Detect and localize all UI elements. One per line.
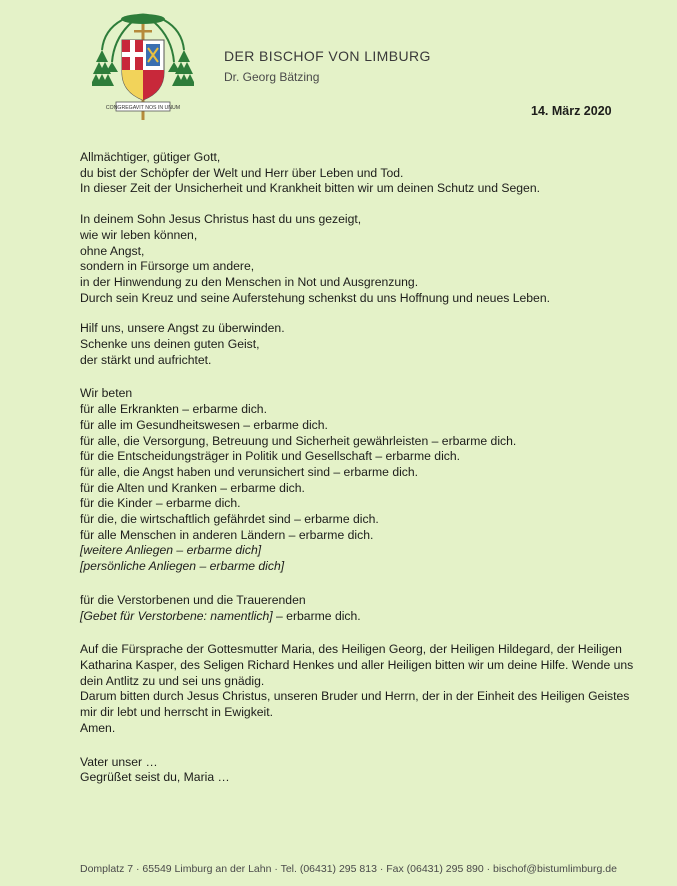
text-line: In dieser Zeit der Unsicherheit und Krankheit bitten wir um deinen Schutz und Segen. — [80, 181, 541, 196]
intercession-deceased — [80, 593, 640, 624]
text-line: In deinem Sohn Jesus Christus hast du uns gezeigt, — [80, 212, 362, 227]
text-line: der stärkt und aufrichtet. — [80, 352, 212, 367]
intercession-line: für alle im Gesundheitswesen – erbarme dich. — [80, 417, 328, 432]
text-paragraph: Darum bitten durch Jesus Christus, unseren Bruder und Herrn, der in der Einheit des Heiligen Geistes mir dir lebt und herrscht in Ewigkeit. — [80, 689, 630, 720]
intercession-line: für alle Erkrankten – erbarme dich. — [80, 402, 267, 417]
intercessions — [80, 386, 640, 574]
text-line: Hilf uns, unsere Angst zu überwinden. — [80, 321, 285, 336]
intercession-line: für die Kinder – erbarme dich. — [80, 496, 241, 511]
intercession-line: für die, die wirtschaftlich gefährdet sind – erbarme dich. — [80, 512, 379, 527]
intercession-line: für die Alten und Kranken – erbarme dich. — [80, 480, 305, 495]
text-line: ohne Angst, — [80, 243, 145, 258]
letterhead-footer: Domplatz 7 · 65549 Limburg an der Lahn · Tel. (06431) 295 813 · Fax (06431) 295 890 · bischof@bistumlimburg.de — [80, 863, 617, 875]
intercession-placeholder: [persönliche Anliegen – erbarme dich] — [80, 559, 285, 574]
text-line: Gegrüßet seist du, Maria … — [80, 770, 230, 785]
intercession-line: für alle, die Angst haben und verunsichert sind – erbarme dich. — [80, 464, 419, 479]
text-paragraph: Auf die Fürsprache der Gottesmutter Maria, des Heiligen Georg, der Heiligen Hildegard, der Heiligen Katharina Kasper, des Seligen Richard Henkes und aller Heiligen bitten wir um deine Hilfe. Wende uns dein Antlitz zu und sei uns gnädig. — [80, 642, 634, 688]
letterhead-title: DER BISCHOF VON LIMBURG — [224, 48, 431, 64]
text-line: Durch sein Kreuz und seine Auferstehung schenkst du uns Hoffnung und neues Leben. — [80, 290, 550, 305]
text-line — [80, 609, 640, 625]
text-line: Schenke uns deinen guten Geist, — [80, 337, 260, 352]
intercession-line: für alle Menschen in anderen Ländern – erbarme dich. — [80, 527, 374, 542]
letter-date: 14. März 2020 — [531, 104, 612, 118]
deceased-placeholder: [Gebet für Verstorbene: namentlich] — [80, 608, 273, 623]
text-fragment: – erbarme dich. — [272, 608, 361, 623]
text-line: Amen. — [80, 720, 116, 735]
text-line: wie wir leben können, — [80, 227, 198, 242]
text-line: du bist der Schöpfer der Welt und Herr über Leben und Tod. — [80, 165, 404, 180]
text-line: in der Hinwendung zu den Menschen in Not und Ausgrenzung. — [80, 274, 419, 289]
text-line: Allmächtiger, gütiger Gott, — [80, 150, 221, 164]
letterhead-name: Dr. Georg Bätzing — [224, 70, 320, 84]
text-line: für die Verstorbenen und die Trauerenden — [80, 592, 306, 607]
svg-text:CONGREGAVIT NOS IN UNUM: CONGREGAVIT NOS IN UNUM — [105, 105, 181, 111]
text-line: Wir beten — [80, 386, 133, 401]
intercession-line: für alle, die Versorgung, Betreuung und Sicherheit gewährleisten – erbarme dich. — [80, 433, 517, 448]
intercession-placeholder: [weitere Anliegen – erbarme dich] — [80, 543, 262, 558]
closing-prayers — [80, 755, 640, 786]
text-line: Vater unser … — [80, 754, 158, 769]
prayer-christ — [80, 212, 640, 306]
prayer-opening — [80, 150, 640, 197]
text-line: sondern in Fürsorge um andere, — [80, 259, 255, 274]
bishop-coat-of-arms — [92, 10, 194, 122]
prayer-text — [80, 150, 640, 786]
prayer-help — [80, 321, 640, 368]
intercession-line: für die Entscheidungsträger in Politik und Gesellschaft – erbarme dich. — [80, 449, 461, 464]
prayer-conclusion — [80, 642, 640, 736]
